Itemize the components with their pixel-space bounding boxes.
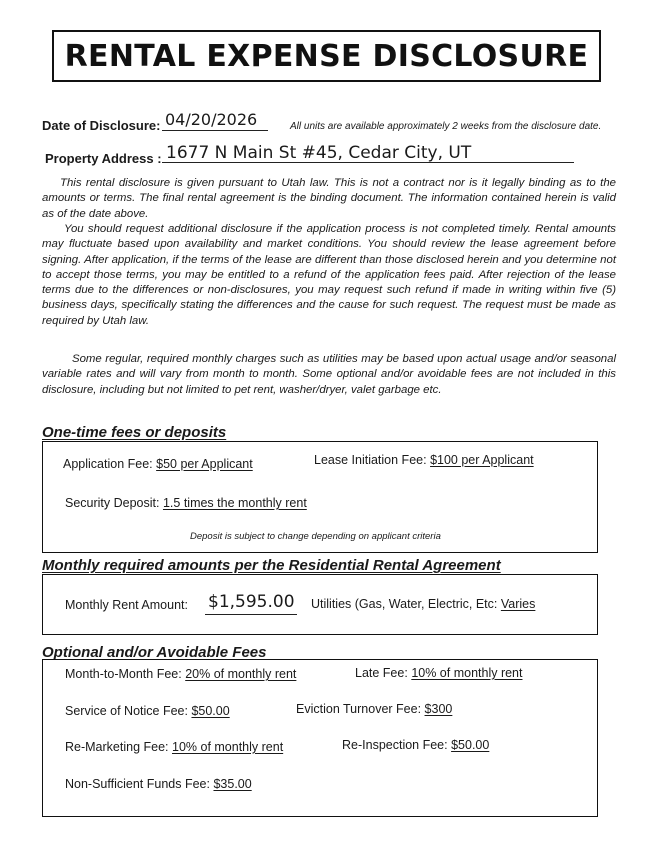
paragraph-legal: This rental disclosure is given pursuant to Utah law. This is not a contract nor is it legally binding as to the amounts or terms. The final rental agreement is the binding document. The information contained herein is valid as of the date above. [42, 177, 616, 220]
nsf-fee-label: Non-Sufficient Funds Fee: [65, 777, 210, 791]
nsf-fee [65, 777, 252, 791]
address-underline [162, 162, 574, 163]
utilities [311, 597, 535, 611]
application-fee-label: Application Fee: [63, 457, 153, 471]
optional-heading: Optional and/or Avoidable Fees [42, 644, 267, 661]
late-fee-value: 10% of monthly rent [411, 666, 523, 680]
utilities-label: Utilities (Gas, Water, Electric, Etc: [311, 597, 498, 611]
paragraph-utilities: Some regular, required monthly charges such as utilities may be based upon actual usage and/or seasonal variable rates and will vary from month to month. Some optional and/or avoidable fees are not included in this disclosure, including but not limited to pet rent, washer/dryer, valet garbage etc. [42, 353, 616, 396]
date-value: 04/20/2026 [165, 110, 258, 129]
eviction-turnover-label: Eviction Turnover Fee: [296, 702, 422, 716]
security-deposit [65, 496, 307, 510]
security-deposit-label: Security Deposit: [65, 496, 160, 510]
security-deposit-value: 1.5 times the monthly rent [162, 496, 307, 510]
eviction-turnover-value: $300 [424, 702, 453, 716]
monthly-heading: Monthly required amounts per the Residential Rental Agreement [42, 557, 501, 574]
month-to-month-fee [65, 667, 296, 681]
late-fee-label: Late Fee: [355, 666, 408, 680]
deposit-note: Deposit is subject to change depending on applicant criteria [190, 531, 441, 542]
re-inspection-value: $50.00 [451, 738, 490, 752]
optional-box [42, 659, 598, 817]
re-marketing-fee [65, 740, 283, 754]
lease-initiation-fee [314, 453, 534, 467]
re-marketing-value: 10% of monthly rent [172, 740, 284, 754]
application-fee [63, 457, 253, 471]
utilities-value: Varies [500, 597, 536, 611]
nsf-fee-value: $35.00 [213, 777, 252, 791]
eviction-turnover-fee [296, 702, 452, 716]
date-label: Date of Disclosure: [42, 118, 161, 133]
title-box [52, 30, 601, 82]
address-label: Property Address : [45, 151, 162, 166]
date-underline [162, 130, 268, 131]
address-value: 1677 N Main St #45, Cedar City, UT [166, 143, 472, 163]
monthly-rent-label: Monthly Rent Amount: [65, 598, 188, 612]
lease-initiation-label: Lease Initiation Fee: [314, 453, 427, 467]
monthly-rent-underline [205, 614, 297, 615]
page-title: RENTAL EXPENSE DISCLOSURE [64, 38, 589, 74]
application-fee-value: $50 per Applicant [156, 457, 253, 471]
service-of-notice-label: Service of Notice Fee: [65, 704, 188, 718]
one-time-heading: One-time fees or deposits [42, 424, 227, 441]
paragraph-additional-disclosure: You should request additional disclosure if the application process is not completed timely. Rental amounts may fluctuate based upon availability and market conditions. You should review the lease agreement before signing. After application, if the terms of the lease are different than those disclosed herein and you determine not to accept those terms, you may be entitled to a refund of the application fees paid. After rejection of the lease terms due to the differences or non-disclosures, you may request such refund if made in writing within five (5) business days, specifically stating the differences and the cause for such request. The request must be made as required by Utah law. [42, 223, 616, 327]
re-marketing-label: Re-Marketing Fee: [65, 740, 169, 754]
month-to-month-value: 20% of monthly rent [185, 667, 297, 681]
lease-initiation-value: $100 per Applicant [430, 453, 534, 467]
monthly-rent-value: $1,595.00 [208, 592, 295, 612]
service-of-notice-fee [65, 704, 230, 718]
one-time-box [42, 441, 598, 553]
re-inspection-fee [342, 738, 489, 752]
re-inspection-label: Re-Inspection Fee: [342, 738, 448, 752]
late-fee [355, 666, 522, 680]
service-of-notice-value: $50.00 [191, 704, 230, 718]
monthly-box [42, 574, 598, 635]
month-to-month-label: Month-to-Month Fee: [65, 667, 182, 681]
availability-note: All units are available approximately 2 weeks from the disclosure date. [290, 121, 602, 132]
